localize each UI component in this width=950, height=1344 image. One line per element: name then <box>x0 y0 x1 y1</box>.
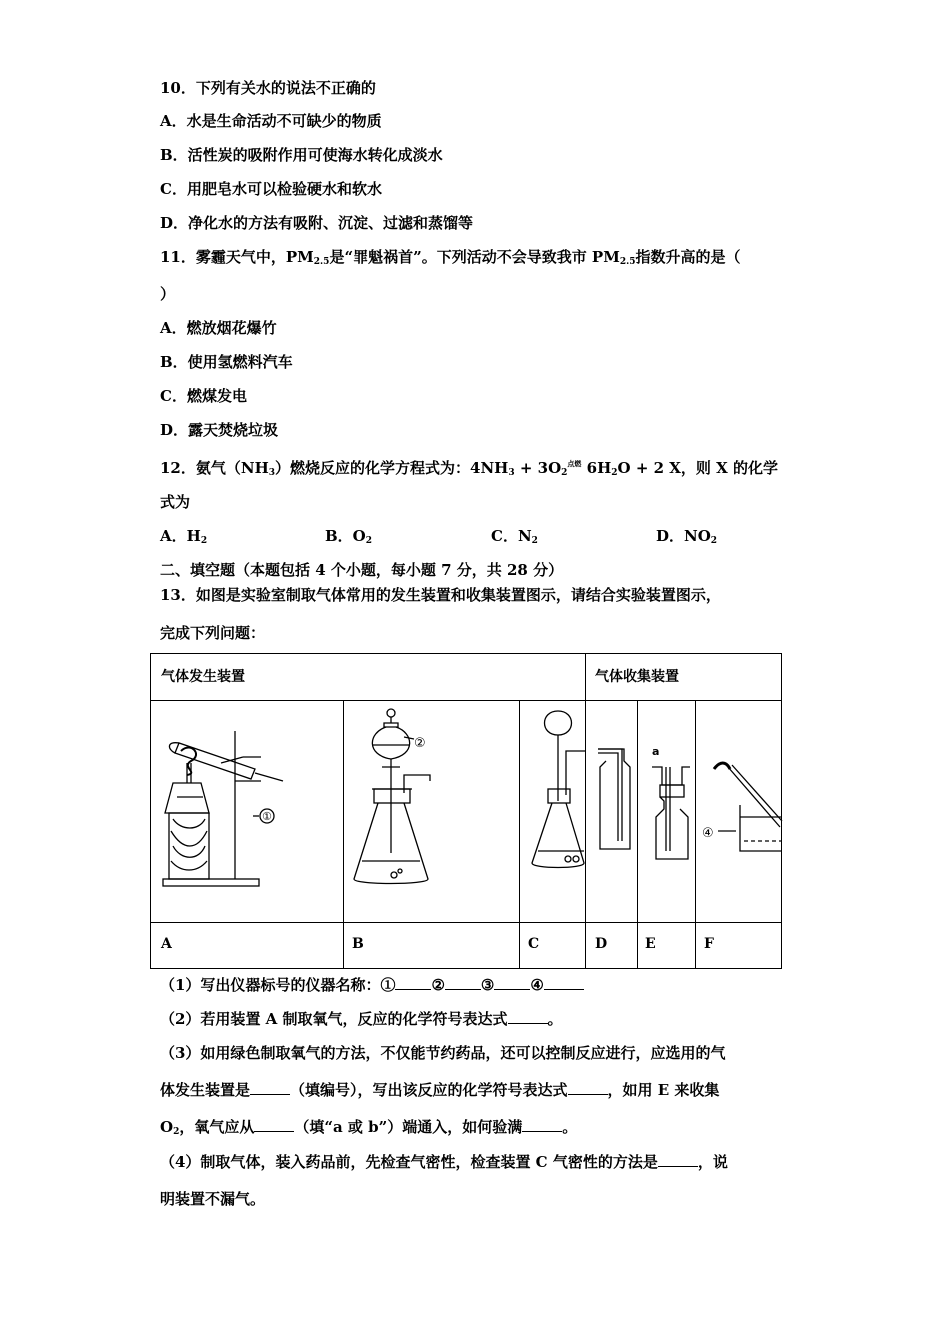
q13-part4-line2: 明装置不漏气。 <box>160 1190 266 1208</box>
marker-a: a <box>652 745 660 758</box>
label-b: B <box>352 936 364 952</box>
q13-part3-line2: 体发生装置是 （填编号），写出该反应的化学符号表达式 ，如用 E 来收集 <box>160 1081 720 1099</box>
label-c: C <box>528 936 540 952</box>
q13-part4-line1: （4）制取气体，装入药品前，先检查气密性，检查装置 C 气密性的方法是 ，说 <box>160 1153 728 1171</box>
q10-option-c: C．用肥皂水可以检验硬水和软水 <box>160 180 382 198</box>
q12-option-b: B．$O_2$ <box>325 527 373 546</box>
blank-4[interactable] <box>544 975 584 990</box>
q11-option-d: D．露天焚烧垃圾 <box>160 421 279 439</box>
q11-option-c: C．燃煤发电 <box>160 387 247 405</box>
q12-option-d: D．$NO_2$ <box>656 527 718 546</box>
q13-part3-line1: （3）如用绿色制取氧气的方法，不仅能节约药品，还可以控制反应进行，应选用的气 <box>160 1044 726 1062</box>
apparatus-e-bottle <box>638 701 696 921</box>
blank-part3-inlet[interactable] <box>254 1117 294 1132</box>
section2-title: 二、填空题（本题包括 4 个小题，每小题 7 分，共 28 分） <box>160 561 564 579</box>
q12-option-a: A．$H_2$ <box>160 527 208 546</box>
apparatus-c-flask <box>520 701 585 921</box>
apparatus-table <box>150 653 782 969</box>
q12-option-c: C．$N_2$ <box>491 527 538 546</box>
blank-part2[interactable] <box>508 1009 548 1024</box>
blank-part3-full-check[interactable] <box>522 1117 562 1132</box>
apparatus-a-heating <box>151 701 343 921</box>
marker-4: ④ <box>702 826 714 841</box>
q13-part3-line3: $O_2$，氧气应从 （填“a 或 b”）端通入，如何验满 。 <box>160 1118 578 1137</box>
q13-part1: （1）写出仪器标号的仪器名称：① ② ③ ④ <box>160 975 584 995</box>
q10-option-a: A．水是生命活动不可缺少的物质 <box>160 112 382 130</box>
q10-stem: 10．下列有关水的说法不正确的 <box>160 79 376 97</box>
marker-1: ① <box>262 810 272 823</box>
q12-stem: 12．氨气$(NH_3)$燃烧反应的化学方程式为：$4NH_3 + 3O_2^{点燃}$ $6H_2O + 2$ X，则 X 的化学 <box>160 459 778 478</box>
q13-stem-line2: 完成下列问题： <box>160 624 266 642</box>
label-a: A <box>161 936 172 952</box>
q11-option-b: B．使用氢燃料汽车 <box>160 353 293 371</box>
label-d: D <box>595 936 608 952</box>
label-e: E <box>645 936 656 952</box>
q11-stem-close: ） <box>160 285 176 303</box>
blank-2[interactable] <box>445 975 481 990</box>
q10-option-d: D．净化水的方法有吸附、沉淀、过滤和蒸馏等 <box>160 214 474 232</box>
reaction-condition: 点燃 <box>567 459 582 468</box>
q13-part2: （2）若用装置 A 制取氧气，反应的化学符号表达式 。 <box>160 1010 563 1028</box>
q12-stem-line2: 式为 <box>160 493 191 511</box>
blank-part3-equation[interactable] <box>568 1080 608 1095</box>
blank-1[interactable] <box>395 975 431 990</box>
marker-2: ② <box>414 736 426 751</box>
apparatus-f-trough <box>696 701 781 921</box>
q13-stem-line1: 13．如图是实验室制取气体常用的发生装置和收集装置图示，请结合实验装置图示， <box>160 586 721 604</box>
blank-part3-apparatus[interactable] <box>250 1080 290 1095</box>
q10-option-b: B．活性炭的吸附作用可使海水转化成淡水 <box>160 146 443 164</box>
header-collection-apparatus: 气体收集装置 <box>595 669 679 685</box>
apparatus-d-bottle <box>586 701 638 921</box>
blank-3[interactable] <box>494 975 530 990</box>
label-f: F <box>704 936 714 952</box>
q11-option-a: A．燃放烟花爆竹 <box>160 319 277 337</box>
header-generation-apparatus: 气体发生装置 <box>161 669 245 685</box>
blank-part4[interactable] <box>658 1152 698 1167</box>
q11-stem: 11．雾霾天气中，$PM_{2.5}$是“罪魁祸首”。下列活动不会导致我市 $PM_{2.5}$指数升高的是（ <box>160 248 741 267</box>
apparatus-b-funnel <box>344 701 519 921</box>
